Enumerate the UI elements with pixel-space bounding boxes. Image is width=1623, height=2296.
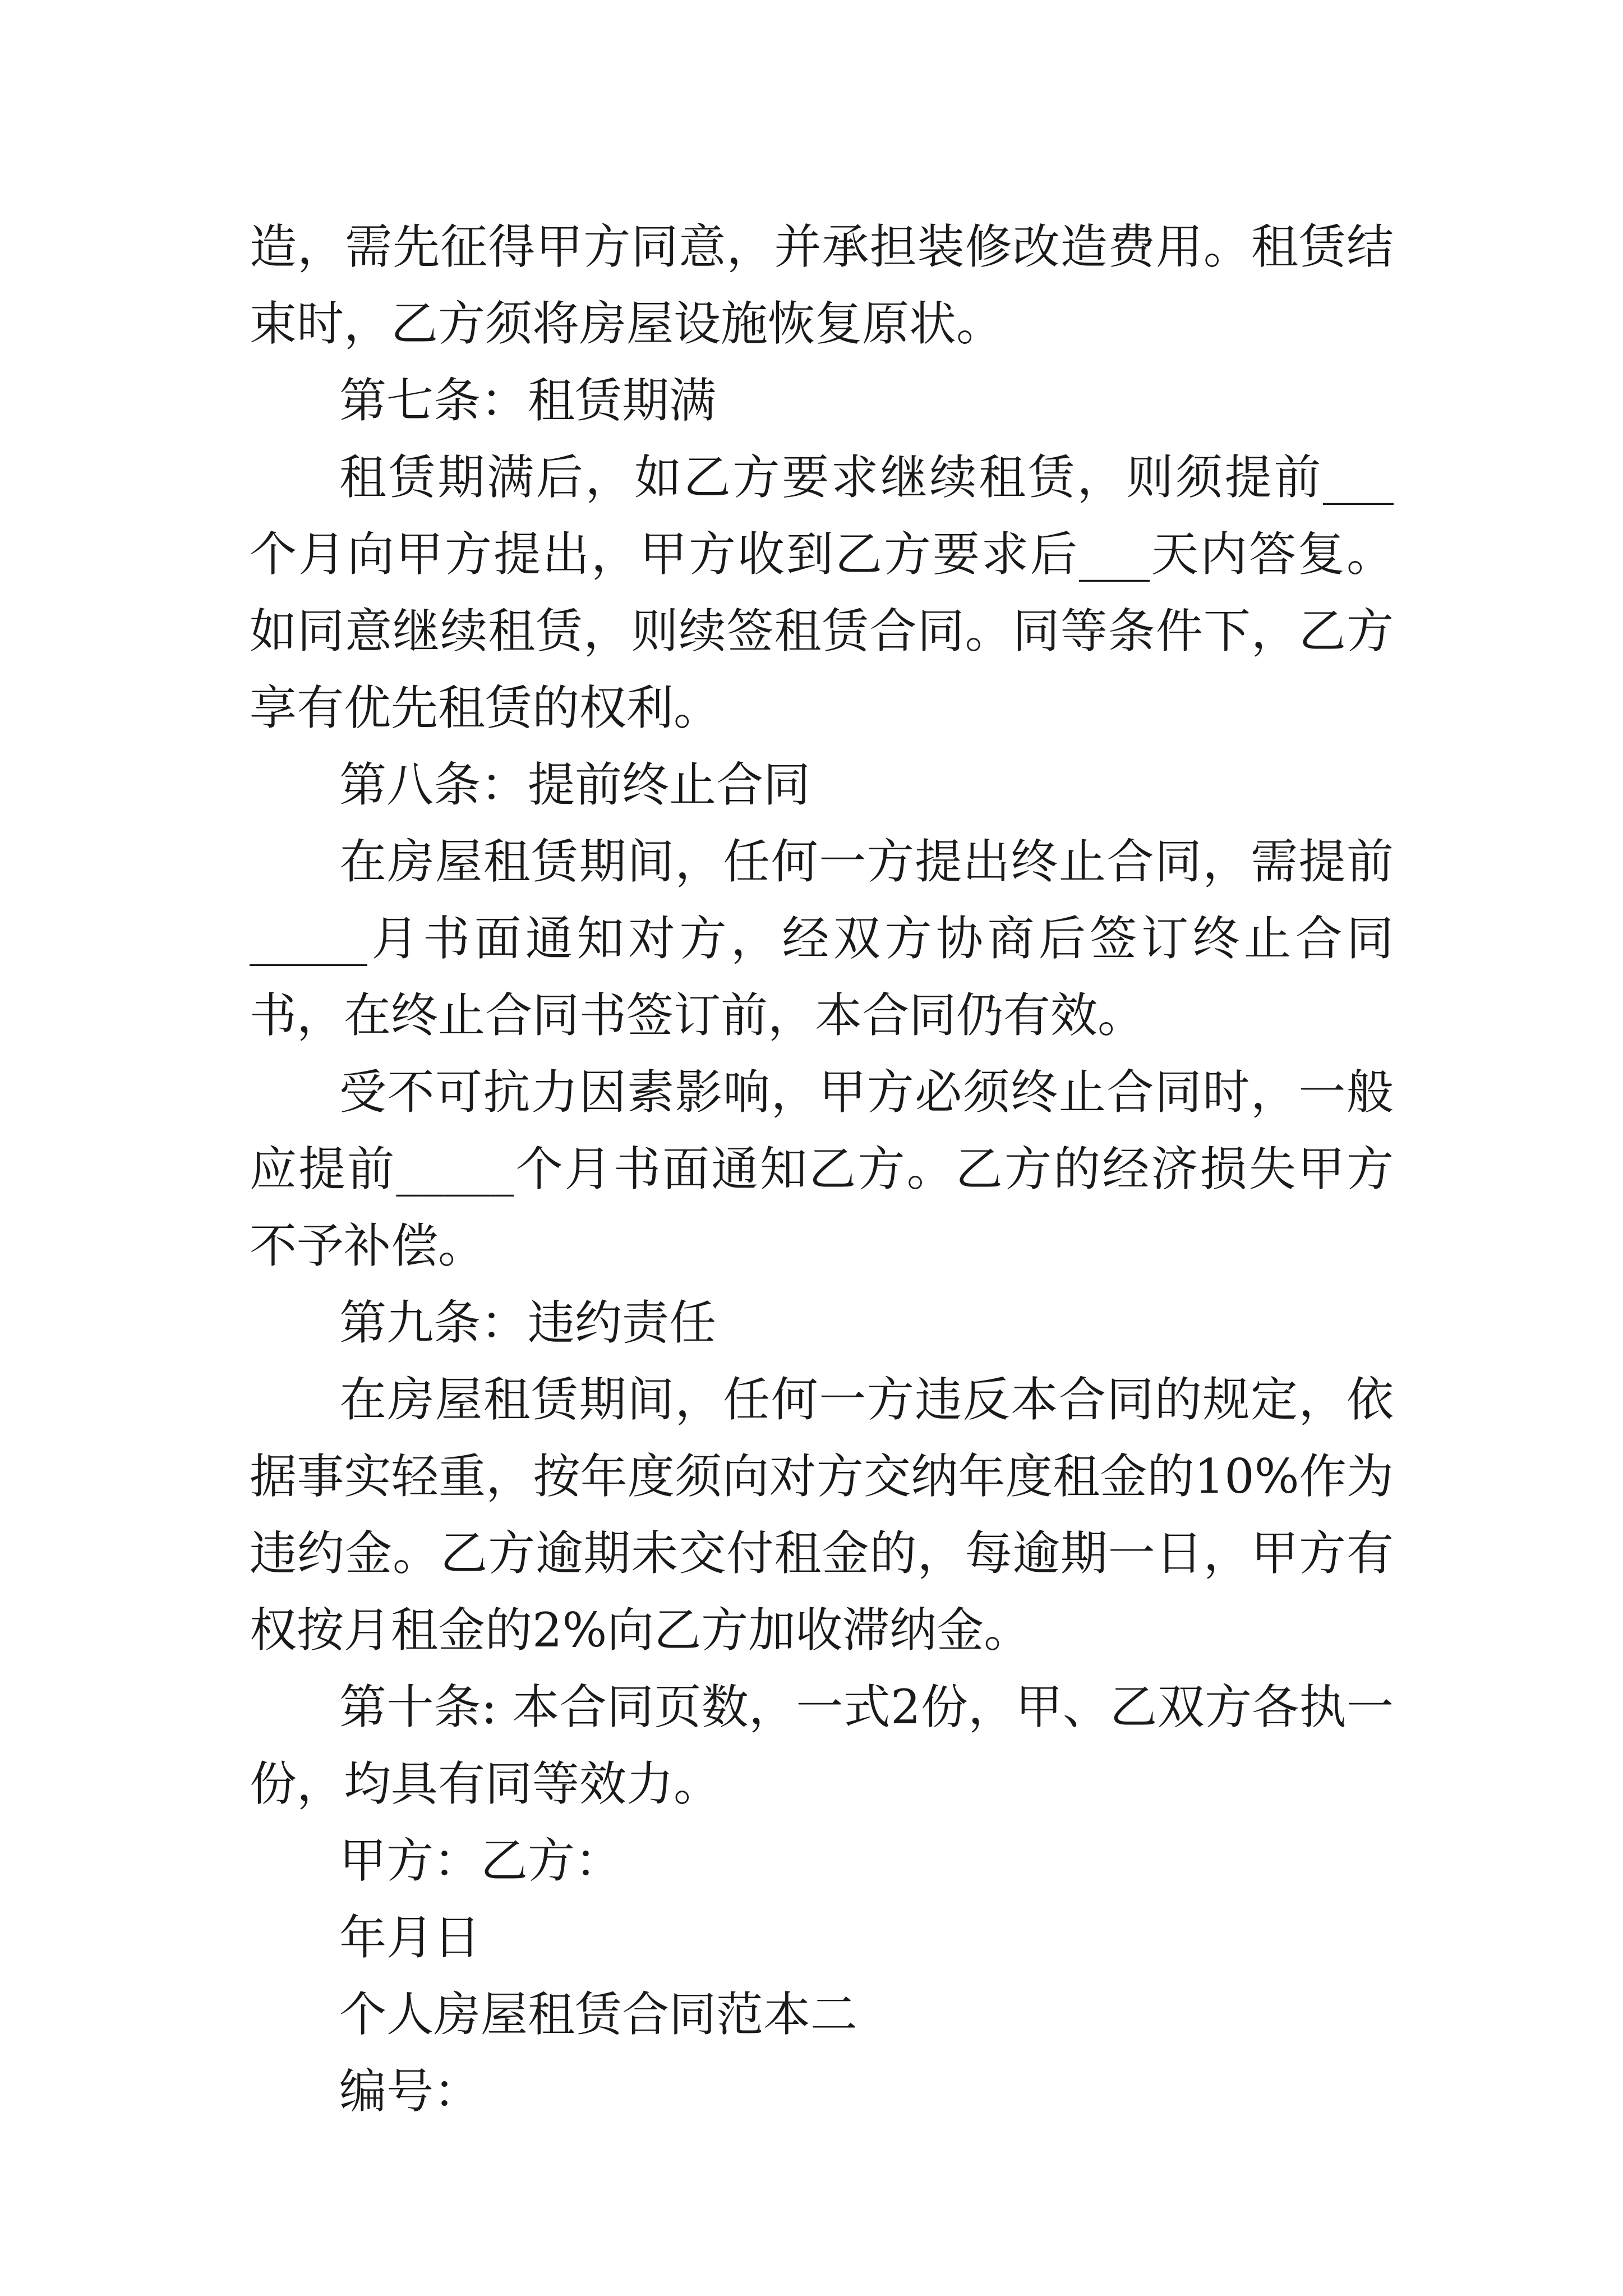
- paragraph-early-termination: 在房屋租赁期间，任何一方提出终止合同，需提前_____月书面通知对方，经双方协商后签订终止合同书，在终止合同书签订前，本合同仍有效。: [250, 834, 1394, 1043]
- contract-number-label: 编号：: [339, 2064, 481, 2119]
- paragraph-force-majeure: 受不可抗力因素影响，甲方必须终止合同时，一般应提前_____个月书面通知乙方。乙方的经济损失甲方不予补偿。: [250, 1065, 1394, 1273]
- document-body: [250, 209, 1394, 2130]
- template-two-title: 个人房屋租赁合同范本二: [339, 1987, 858, 2042]
- paragraph-article-10: 第十条: 本合同页数，一式2份，甲、乙双方各执一份，均具有同等效力。: [250, 1680, 1394, 1811]
- signature-parties: 甲方：乙方：: [339, 1833, 623, 1888]
- paragraph-renovation-consent: 造，需先征得甲方同意，并承担装修改造费用。租赁结束时，乙方须将房屋设施恢复原状。: [250, 219, 1394, 351]
- heading-article-9: 第九条：违约责任: [339, 1295, 717, 1350]
- heading-article-8: 第八条：提前终止合同: [339, 757, 811, 812]
- paragraph-lease-expiry: 租赁期满后，如乙方要求继续租赁，则须提前___个月向甲方提出，甲方收到乙方要求后___天内答复。如同意继续租赁，则续签租赁合同。同等条件下，乙方享有优先租赁的权利。: [250, 450, 1394, 735]
- paragraph-breach-liability: 在房屋租赁期间，任何一方违反本合同的规定，依据事实轻重，按年度须向对方交纳年度租金的10%作为违约金。乙方逾期未交付租金的，每逾期一日，甲方有权按月租金的2%向乙方加收滞纳金。: [250, 1372, 1394, 1658]
- signature-date: 年月日: [339, 1910, 481, 1965]
- heading-article-7: 第七条：租赁期满: [339, 373, 717, 428]
